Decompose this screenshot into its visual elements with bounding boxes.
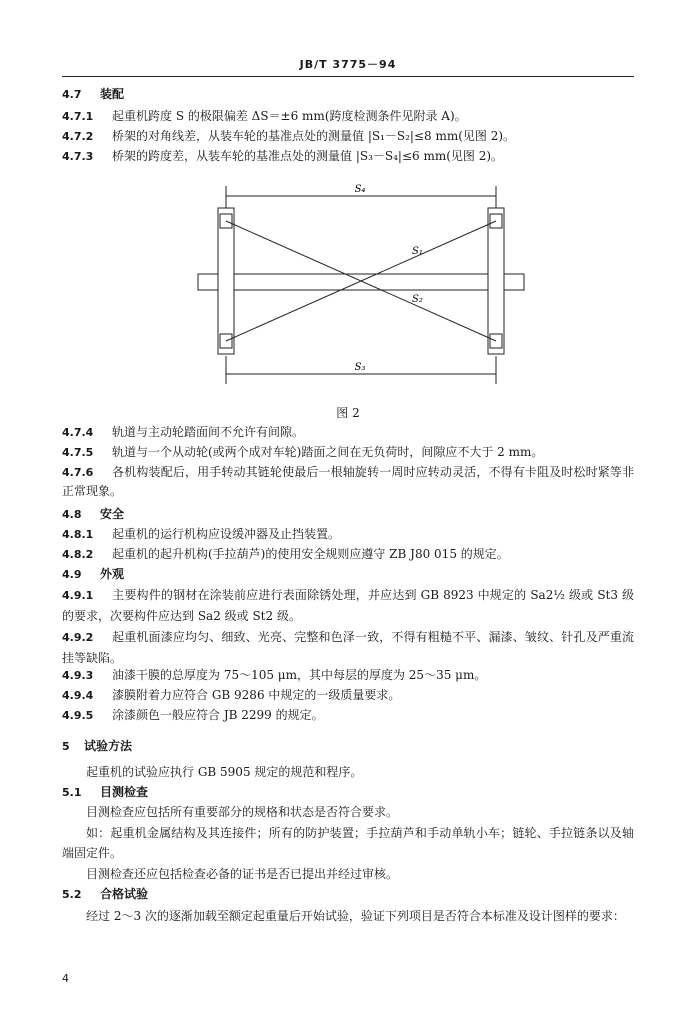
section-5-1: [62, 784, 634, 801]
section-title: 外观: [100, 567, 125, 581]
section-number: 4.8: [62, 508, 82, 521]
clause-4-7-5: [62, 444, 634, 461]
section-title: 装配: [100, 87, 125, 101]
section-title: 目测检查: [100, 785, 149, 799]
clause-4-9-1: [62, 585, 634, 626]
label-s3: S₃: [354, 362, 366, 373]
section-4-9: [62, 566, 634, 583]
clause-text: 油漆干膜的总厚度为 75～105 μm，其中每层的厚度为 25～35 μm。: [112, 668, 487, 682]
clause-number: 4.9.3: [62, 669, 94, 682]
section-5-1-para-1: 目测检查应包括所有重要部分的规格和状态是否符合要求。: [86, 805, 399, 819]
section-number: 5.1: [62, 786, 82, 799]
section-number: 5: [62, 740, 70, 753]
clause-number: 4.9.5: [62, 709, 94, 722]
clause-4-7-1: [62, 108, 634, 125]
figure-2-bridge-diagram: [190, 178, 530, 394]
clause-4-9-4: [62, 687, 634, 704]
section-number: 4.7: [62, 88, 82, 101]
page-header: JB/T 3775－94: [299, 58, 397, 71]
label-s2: S₂: [412, 294, 423, 305]
clause-number: 4.7.6: [62, 466, 94, 479]
section-4-8: [62, 506, 634, 523]
clause-text: 起重机的运行机构应设缓冲器及止挡装置。: [112, 527, 341, 541]
clause-number: 4.7.3: [62, 150, 94, 163]
clause-4-7-2: [62, 128, 634, 145]
clause-4-9-2: [62, 627, 634, 668]
section-number: 4.9: [62, 568, 82, 581]
section-5: [62, 738, 634, 755]
clause-text: 主要构件的钢材在涂装前应进行表面除锈处理，并应达到 GB 8923 中规定的 Sa2½ 级或 St3 级的要求，次要构件应达到 Sa2 级或 St2 级。: [62, 588, 634, 623]
right-end-carriage: [488, 208, 504, 354]
clause-number: 4.8.1: [62, 528, 94, 541]
section-number: 5.2: [62, 888, 82, 901]
clause-text: 起重机面漆应均匀、细致、光亮、完整和色泽一致，不得有粗糙不平、漏漆、皱纹、针孔及严重流挂等缺陷。: [62, 630, 634, 665]
clause-text: 轨道与主动轮踏面间不允许有间隙。: [112, 425, 305, 439]
clause-text: 轨道与一个从动轮(或两个成对车轮)踏面之间在无负荷时，间隙应不大于 2 mm。: [112, 445, 544, 459]
clause-number: 4.9.2: [62, 631, 94, 644]
section-5-2-para-1: 经过 2～3 次的逐渐加载至额定起重量后开始试验，验证下列项目是否符合本标准及设计图样的要求：: [86, 909, 625, 923]
clause-text: 涂漆颜色一般应符合 JB 2299 的规定。: [112, 708, 324, 722]
clause-number: 4.9.4: [62, 689, 94, 702]
clause-text: 漆膜附着力应符合 GB 9286 中规定的一级质量要求。: [112, 688, 401, 702]
clause-text: 起重机的起升机构(手拉葫芦)的使用安全规则应遵守 ZB J80 015 的规定。: [112, 547, 509, 561]
section-title: 安全: [100, 507, 125, 521]
clause-4-8-2: [62, 546, 634, 563]
clause-text: 桥架的对角线差，从装车轮的基准点处的测量值 |S₁－S₂|≤8 mm(见图 2)。: [112, 129, 516, 143]
clause-4-9-5: [62, 707, 634, 724]
label-s4: S₄: [354, 184, 366, 195]
clause-number: 4.7.2: [62, 130, 94, 143]
section-title: 合格试验: [100, 887, 149, 901]
section-5-1-para-3: 目测检查还应包括检查必备的证书是否已提出并经过审核。: [86, 867, 399, 881]
section-5-1-para-2: 如：起重机金属结构及其连接件；所有的防护装置；手拉葫芦和手动单轨小车；链轮、手拉链条以及轴端固定件。: [62, 826, 634, 860]
clause-number: 4.7.1: [62, 110, 94, 123]
clause-4-8-1: [62, 526, 634, 543]
clause-number: 4.7.5: [62, 446, 94, 459]
header-rule: [62, 76, 634, 77]
figure-caption: 图 2: [336, 406, 360, 420]
clause-number: 4.9.1: [62, 589, 94, 602]
clause-number: 4.7.4: [62, 426, 94, 439]
section-5-2: [62, 886, 634, 903]
clause-text: 各机构装配后，用手转动其链轮使最后一根轴旋转一周时应转动灵活，不得有卡阻及时松时紧等非正常现象。: [62, 465, 634, 498]
section-5-intro: 起重机的试验应执行 GB 5905 规定的规范和程序。: [86, 765, 363, 779]
section-title: 试验方法: [84, 739, 133, 753]
clause-4-7-3: [62, 148, 634, 165]
clause-number: 4.8.2: [62, 548, 94, 561]
clause-4-7-6: [62, 463, 634, 501]
clause-text: 起重机跨度 S 的极限偏差 ΔS＝±6 mm(跨度检测条件见附录 A)。: [112, 109, 467, 123]
clause-4-9-3: [62, 667, 634, 684]
clause-4-7-4: [62, 424, 634, 441]
label-s1: S₁: [412, 246, 423, 257]
bridge-beam: [198, 274, 524, 290]
page-number: 4: [62, 972, 69, 985]
left-end-carriage: [218, 208, 234, 354]
clause-text: 桥架的跨度差，从装车轮的基准点处的测量值 |S₃－S₄|≤6 mm(见图 2)。: [112, 149, 504, 163]
section-4-7: [62, 86, 634, 103]
